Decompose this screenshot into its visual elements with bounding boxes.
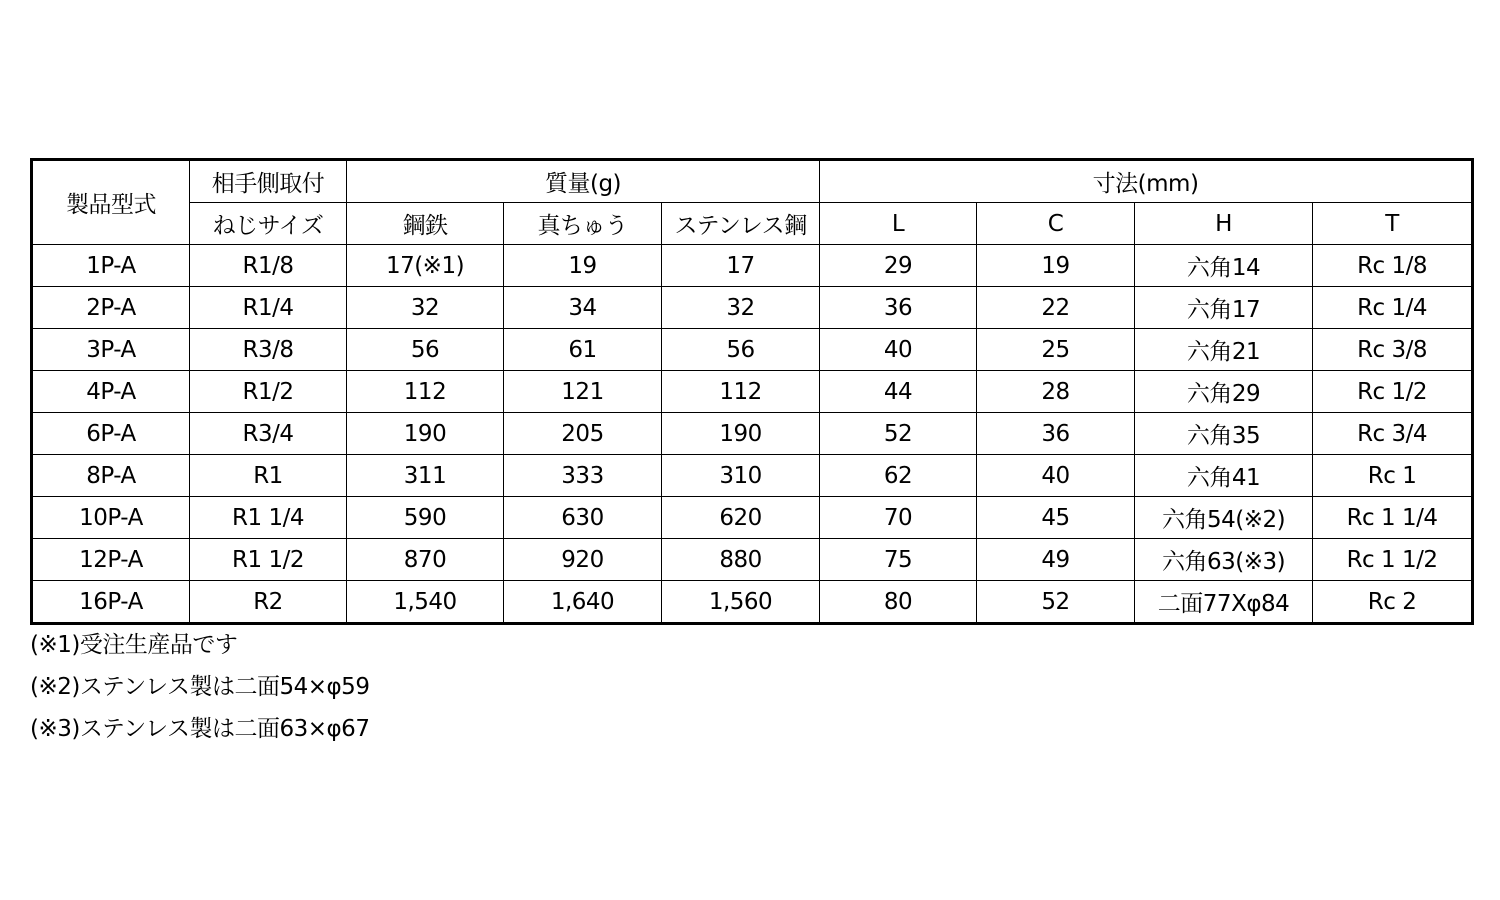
cell-h: 六角29 bbox=[1135, 371, 1313, 413]
cell-t: Rc 1/8 bbox=[1313, 245, 1473, 287]
cell-steel: 17(※1) bbox=[347, 245, 504, 287]
header-brass: 真ちゅう bbox=[504, 203, 662, 245]
cell-c: 36 bbox=[977, 413, 1135, 455]
cell-t: Rc 1/4 bbox=[1313, 287, 1473, 329]
table-row bbox=[32, 413, 1473, 455]
cell-c: 49 bbox=[977, 539, 1135, 581]
cell-steel: 1,540 bbox=[347, 581, 504, 624]
cell-t: Rc 2 bbox=[1313, 581, 1473, 624]
cell-l: 75 bbox=[820, 539, 977, 581]
cell-c: 40 bbox=[977, 455, 1135, 497]
header-h: H bbox=[1135, 203, 1313, 245]
cell-thread-size: R1 1/4 bbox=[190, 497, 347, 539]
cell-model: 2P-A bbox=[32, 287, 190, 329]
cell-t: Rc 1 1/2 bbox=[1313, 539, 1473, 581]
cell-stainless: 1,560 bbox=[662, 581, 820, 624]
cell-h: 六角17 bbox=[1135, 287, 1313, 329]
spec-table bbox=[30, 158, 1474, 625]
header-stainless: ステンレス鋼 bbox=[662, 203, 820, 245]
table-row bbox=[32, 581, 1473, 624]
cell-h: 二面77Xφ84 bbox=[1135, 581, 1313, 624]
cell-h: 六角14 bbox=[1135, 245, 1313, 287]
cell-brass: 1,640 bbox=[504, 581, 662, 624]
table-row bbox=[32, 455, 1473, 497]
cell-model: 3P-A bbox=[32, 329, 190, 371]
cell-brass: 333 bbox=[504, 455, 662, 497]
cell-t: Rc 1 1/4 bbox=[1313, 497, 1473, 539]
cell-h: 六角63(※3) bbox=[1135, 539, 1313, 581]
cell-h: 六角54(※2) bbox=[1135, 497, 1313, 539]
cell-stainless: 56 bbox=[662, 329, 820, 371]
cell-stainless: 880 bbox=[662, 539, 820, 581]
header-row-1 bbox=[32, 160, 1473, 203]
table-row bbox=[32, 245, 1473, 287]
cell-steel: 32 bbox=[347, 287, 504, 329]
footnote-2: (※2)ステンレス製は二面54×φ59 bbox=[30, 674, 370, 700]
cell-thread-size: R1/2 bbox=[190, 371, 347, 413]
table-row bbox=[32, 371, 1473, 413]
header-thread-size: ねじサイズ bbox=[190, 203, 347, 245]
cell-thread-size: R2 bbox=[190, 581, 347, 624]
table-row bbox=[32, 539, 1473, 581]
cell-c: 45 bbox=[977, 497, 1135, 539]
cell-model: 4P-A bbox=[32, 371, 190, 413]
cell-l: 40 bbox=[820, 329, 977, 371]
header-l: L bbox=[820, 203, 977, 245]
cell-stainless: 190 bbox=[662, 413, 820, 455]
cell-steel: 311 bbox=[347, 455, 504, 497]
cell-h: 六角41 bbox=[1135, 455, 1313, 497]
cell-thread-size: R1/4 bbox=[190, 287, 347, 329]
header-steel: 鋼鉄 bbox=[347, 203, 504, 245]
cell-model: 8P-A bbox=[32, 455, 190, 497]
cell-thread-size: R3/4 bbox=[190, 413, 347, 455]
cell-l: 80 bbox=[820, 581, 977, 624]
header-model: 製品型式 bbox=[32, 160, 190, 245]
cell-brass: 630 bbox=[504, 497, 662, 539]
cell-thread-size: R3/8 bbox=[190, 329, 347, 371]
cell-brass: 34 bbox=[504, 287, 662, 329]
header-mass: 質量(g) bbox=[347, 160, 820, 203]
cell-stainless: 310 bbox=[662, 455, 820, 497]
cell-c: 22 bbox=[977, 287, 1135, 329]
cell-stainless: 112 bbox=[662, 371, 820, 413]
cell-brass: 205 bbox=[504, 413, 662, 455]
cell-model: 16P-A bbox=[32, 581, 190, 624]
header-mating: 相手側取付 bbox=[190, 160, 347, 203]
cell-h: 六角35 bbox=[1135, 413, 1313, 455]
cell-stainless: 620 bbox=[662, 497, 820, 539]
cell-t: Rc 3/8 bbox=[1313, 329, 1473, 371]
footnote-1: (※1)受注生産品です bbox=[30, 632, 238, 658]
cell-steel: 590 bbox=[347, 497, 504, 539]
cell-steel: 56 bbox=[347, 329, 504, 371]
cell-t: Rc 1 bbox=[1313, 455, 1473, 497]
cell-h: 六角21 bbox=[1135, 329, 1313, 371]
header-c: C bbox=[977, 203, 1135, 245]
table-row bbox=[32, 329, 1473, 371]
cell-l: 36 bbox=[820, 287, 977, 329]
cell-stainless: 32 bbox=[662, 287, 820, 329]
cell-stainless: 17 bbox=[662, 245, 820, 287]
cell-brass: 920 bbox=[504, 539, 662, 581]
cell-c: 19 bbox=[977, 245, 1135, 287]
cell-model: 10P-A bbox=[32, 497, 190, 539]
cell-l: 29 bbox=[820, 245, 977, 287]
cell-model: 12P-A bbox=[32, 539, 190, 581]
cell-brass: 61 bbox=[504, 329, 662, 371]
cell-t: Rc 1/2 bbox=[1313, 371, 1473, 413]
cell-brass: 19 bbox=[504, 245, 662, 287]
header-t: T bbox=[1313, 203, 1473, 245]
footnotes bbox=[30, 624, 369, 750]
table-row bbox=[32, 497, 1473, 539]
cell-thread-size: R1 bbox=[190, 455, 347, 497]
cell-steel: 190 bbox=[347, 413, 504, 455]
cell-thread-size: R1/8 bbox=[190, 245, 347, 287]
cell-c: 52 bbox=[977, 581, 1135, 624]
cell-t: Rc 3/4 bbox=[1313, 413, 1473, 455]
cell-l: 62 bbox=[820, 455, 977, 497]
header-row-2 bbox=[32, 203, 1473, 245]
cell-steel: 112 bbox=[347, 371, 504, 413]
cell-l: 70 bbox=[820, 497, 977, 539]
header-dimensions: 寸法(mm) bbox=[820, 160, 1473, 203]
table-body bbox=[32, 245, 1473, 624]
cell-l: 52 bbox=[820, 413, 977, 455]
cell-l: 44 bbox=[820, 371, 977, 413]
footnote-3: (※3)ステンレス製は二面63×φ67 bbox=[30, 716, 370, 742]
cell-thread-size: R1 1/2 bbox=[190, 539, 347, 581]
cell-model: 1P-A bbox=[32, 245, 190, 287]
cell-c: 28 bbox=[977, 371, 1135, 413]
cell-c: 25 bbox=[977, 329, 1135, 371]
table-row bbox=[32, 287, 1473, 329]
cell-steel: 870 bbox=[347, 539, 504, 581]
cell-brass: 121 bbox=[504, 371, 662, 413]
cell-model: 6P-A bbox=[32, 413, 190, 455]
